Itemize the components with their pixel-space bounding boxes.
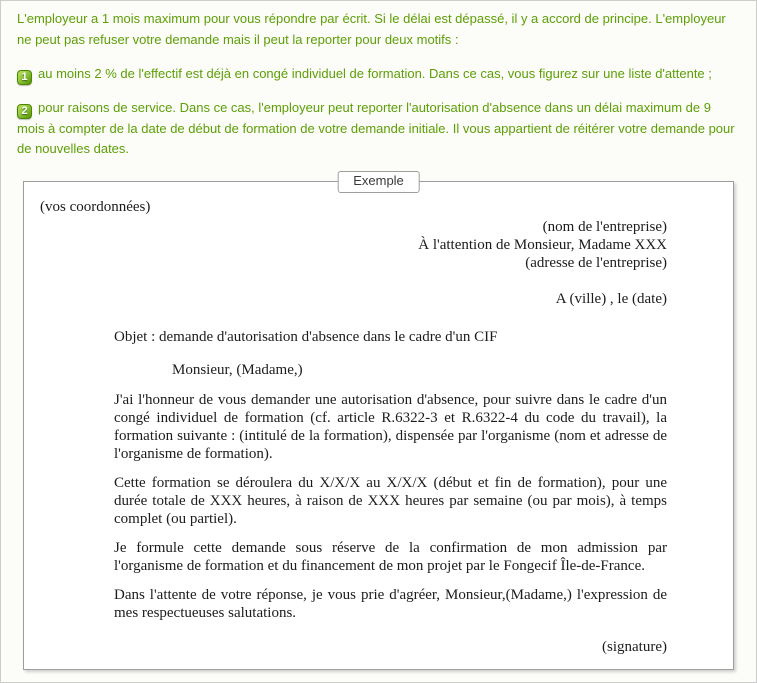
recipient-block <box>40 218 667 272</box>
signature-line: (signature) <box>602 638 667 655</box>
numbered-item-1 <box>17 64 740 85</box>
recipient-line-attention: À l'attention de Monsieur, Madame XXX <box>418 236 667 253</box>
letter-paragraph-2: Cette formation se déroulera du X/X/X au X/X/X (début et fin de formation), pour une durée totale de XXX heures, à raison de XXX heures par semaine (ou par mois), à temps complet (ou partiel). <box>114 474 667 527</box>
number-badge-1: 1 <box>17 70 32 85</box>
letter-paragraph-3: Je formule cette demande sous réserve de la confirmation de mon admission par l'organisme de formation et du financement de mon projet par le Fongecif Île-de-France. <box>114 539 667 574</box>
number-badge-2: 2 <box>17 104 32 119</box>
recipient-line-address: (adresse de l'entreprise) <box>525 254 667 271</box>
numbered-item-2 <box>17 98 740 159</box>
numbered-item-1-text: au moins 2 % de l'effectif est déjà en congé individuel de formation. Dans ce cas, vous figurez sur une liste d'attente ; <box>38 65 712 81</box>
recipient-line-company: (nom de l'entreprise) <box>542 218 667 235</box>
letter-paragraph-1: J'ai l'honneur de vous demander une autorisation d'absence, pour suivre dans le cadre d'un congé individuel de formation (cf. article R.6322-3 et R.6322-4 du code du travail), la formation suivante : (intitulé de la formation), dispensée par l'organisme (nom et adresse de l'organisme de formation). <box>114 391 667 462</box>
salutation-line: Monsieur, (Madame,) <box>172 361 303 378</box>
numbered-item-2-text: pour raisons de service. Dans ce cas, l'employeur peut reporter l'autorisation d'absence dans un délai maximum de 9 mois à compter de la date de début de formation de votre demande initiale. Il vous appartient de réitérer votre demande pour de nouvelles dates. <box>17 99 735 156</box>
intro-paragraph: L'employeur a 1 mois maximum pour vous répondre par écrit. Si le délai est dépassé, il y a accord de principe. L'employeur ne peut pas refuser votre demande mais il peut la reporter pour deux motifs : <box>17 11 726 47</box>
place-date-line: A (ville) , le (date) <box>555 290 667 307</box>
subject-line: Objet : demande d'autorisation d'absence dans le cadre d'un CIF <box>114 328 498 345</box>
letter-paragraph-4: Dans l'attente de votre réponse, je vous prie d'agréer, Monsieur,(Madame,) l'expression de mes respectueuses salutations. <box>114 586 667 621</box>
example-letter-panel <box>23 172 734 670</box>
sender-line: (vos coordonnées) <box>40 198 151 215</box>
exemple-label-tab: Exemple <box>337 171 420 193</box>
